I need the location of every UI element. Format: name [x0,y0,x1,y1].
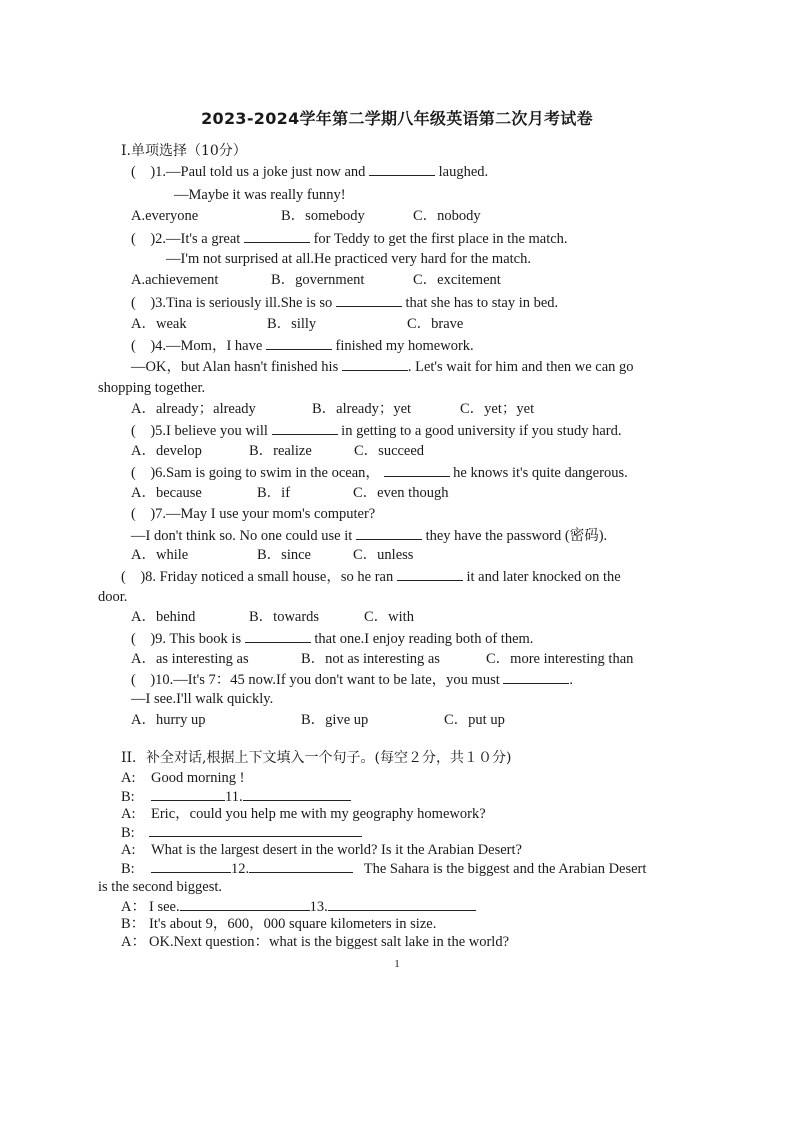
option-b[interactable]: B．give up [301,712,369,728]
question-9-options [131,650,633,668]
question-3-options [131,315,463,333]
option-a[interactable]: A．develop [131,443,202,459]
question-1: ( )1.—Paul told us a joke just now and laughed. [131,164,489,180]
answer-blank[interactable] [151,859,231,873]
option-c[interactable]: C．even though [353,485,449,501]
answer-blank[interactable] [180,897,310,911]
dialogue-line-2: B: 11. [121,787,351,806]
question-1-options [131,207,481,225]
question-10-reply: —I see.I'll walk quickly. [131,691,274,707]
question-6: ( )6.Sam is going to swim in the ocean， he knows it's quite dangerous. [131,465,628,481]
question-6-options [131,484,448,502]
answer-blank[interactable] [243,787,351,801]
question-8-cont: door. [98,589,128,605]
question-10: ( )10.—It's 7：45 now.If you don't want to be late，you must . [131,672,574,688]
speaker: B: [121,789,135,805]
question-5-options [131,442,424,460]
answer-blank[interactable] [149,823,362,837]
dialogue-line-8: B： It's about 9，600，000 square kilometers in size. [121,916,437,932]
answer-blank[interactable] [397,567,463,581]
question-1-reply: —Maybe it was really funny! [174,187,346,203]
question-7: ( )7.—May I use your mom's computer? [131,506,376,522]
question-10-options [131,711,505,729]
answer-blank[interactable] [384,463,450,477]
option-a[interactable]: A.everyone [131,208,199,224]
question-5: ( )5.I believe you will in getting to a good university if you study hard. [131,423,622,439]
option-a[interactable]: A．behind [131,609,196,625]
section2-heading: II．补全对话,根据上下文填入一个句子。(每空２分，共１０分) [121,750,512,766]
speaker: A: [121,842,136,858]
answer-blank[interactable] [249,859,353,873]
dialogue-line-9: A： OK.Next question：what is the biggest salt lake in the world? [121,934,510,950]
answer-blank[interactable] [336,293,402,307]
option-a[interactable]: A．hurry up [131,712,206,728]
dialogue-line-6-cont: is the second biggest. [98,879,223,895]
answer-blank[interactable] [328,897,476,911]
question-4-reply-cont: shopping together. [98,380,206,396]
page-number: 1 [394,958,400,970]
question-8-options [131,608,414,626]
option-b[interactable]: B．already；yet [312,401,412,417]
option-b[interactable]: B．not as interesting as [301,651,440,667]
option-a[interactable]: A．as interesting as [131,651,249,667]
option-c[interactable]: C．put up [444,712,505,728]
speaker: A: [121,806,136,822]
exam-title: 2023-2024学年第二学期八年级英语第二次月考试卷 [201,109,593,128]
question-4-reply: —OK，but Alan hasn't finished his . Let's wait for him and then we can go [131,359,634,375]
answer-blank[interactable] [503,670,569,684]
option-c[interactable]: C．yet；yet [460,401,535,417]
question-4: ( )4.—Mom，I have finished my homework. [131,338,474,354]
speaker: B: [121,861,135,877]
question-2: ( )2.—It's a great for Teddy to get the first place in the match. [131,231,568,247]
option-b[interactable]: B．government [271,272,365,288]
answer-blank[interactable] [369,162,435,176]
question-4-options [131,400,534,418]
dialogue-line-3: A: Eric，could you help me with my geography homework? [121,806,486,822]
speaker: A： [121,899,146,915]
section1-heading: I.单项选择（10分） [121,143,247,159]
dialogue-line-1: A: Good morning ! [121,770,245,786]
speaker: B: [121,825,135,841]
option-a[interactable]: A．weak [131,316,187,332]
question-9: ( )9. This book is that one.I enjoy reading both of them. [131,631,534,647]
option-a[interactable]: A．because [131,485,202,501]
question-7-reply: —I don't think so. No one could use it they have the password (密码). [131,528,608,544]
answer-blank[interactable] [356,526,422,540]
option-b[interactable]: B．silly [267,316,317,332]
option-b[interactable]: B．somebody [281,208,365,224]
question-7-options [131,546,413,564]
option-c[interactable]: C．excitement [413,272,501,288]
option-a[interactable]: A．already；already [131,401,256,417]
question-2-reply: —I'm not surprised at all.He practiced very hard for the match. [166,251,531,267]
option-c[interactable]: C．brave [407,316,464,332]
option-b[interactable]: B．since [257,547,311,563]
question-8: ( )8. Friday noticed a small house，so he ran it and later knocked on the [121,569,621,585]
answer-blank[interactable] [342,357,408,371]
option-a[interactable]: A．while [131,547,189,563]
option-b[interactable]: B．if [257,485,291,501]
option-a[interactable]: A.achievement [131,272,219,288]
question-2-options [131,271,501,289]
option-c[interactable]: C．succeed [354,443,425,459]
answer-blank[interactable] [245,629,311,643]
question-3: ( )3.Tina is seriously ill.She is so that she has to stay in bed. [131,295,559,311]
dialogue-line-4 [121,823,362,842]
speaker: B： [121,916,146,932]
dialogue-line-7: A： I see. 13. [121,897,476,916]
answer-blank[interactable] [272,421,338,435]
dialogue-line-6: B: 12. The Sahara is the biggest and the Arabian Desert [121,861,647,877]
option-b[interactable]: B．realize [249,443,312,459]
answer-blank[interactable] [244,229,310,243]
option-c[interactable]: C．with [364,609,414,625]
speaker: A： [121,934,146,950]
dialogue-line-5: A: What is the largest desert in the world? Is it the Arabian Desert? [121,842,522,858]
answer-blank[interactable] [266,336,332,350]
option-b[interactable]: B．towards [249,609,320,625]
answer-blank[interactable] [151,787,225,801]
speaker: A: [121,770,136,786]
option-c[interactable]: C．more interesting than [486,651,634,667]
option-c[interactable]: C．unless [353,547,414,563]
option-c[interactable]: C．nobody [413,208,481,224]
